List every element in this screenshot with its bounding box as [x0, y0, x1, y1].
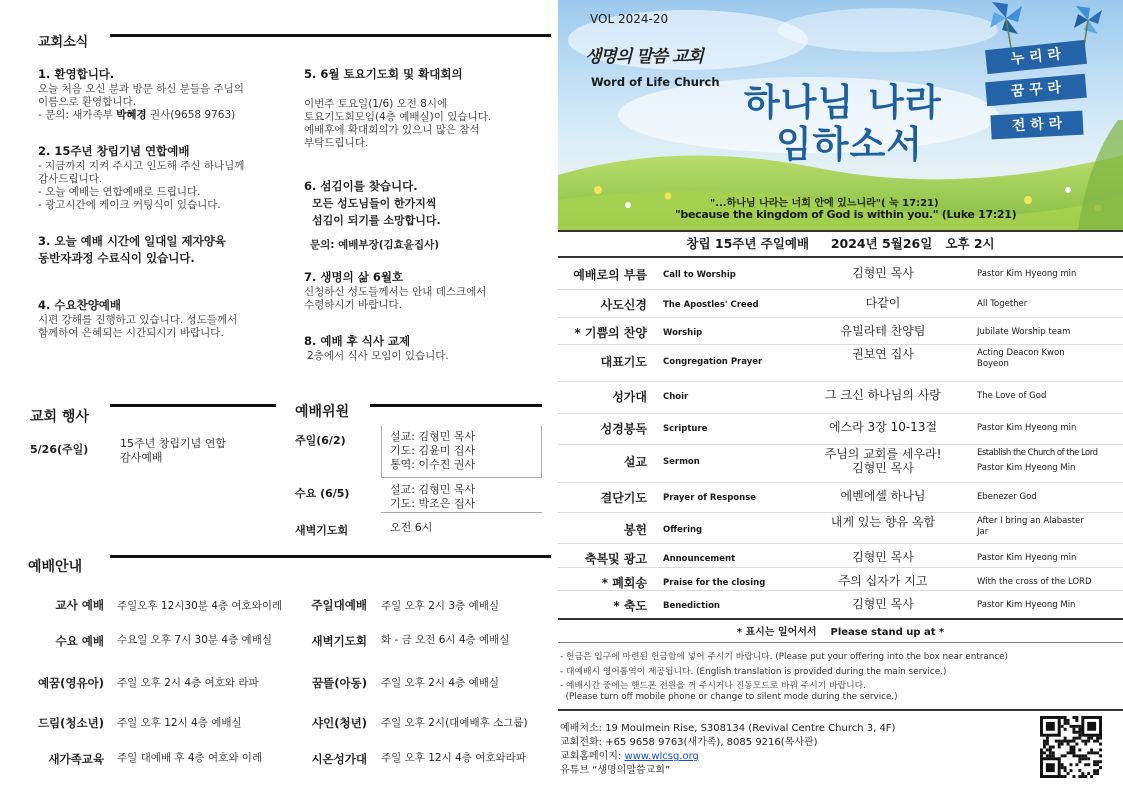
- svc-left-label-2: 수요 예배: [55, 634, 104, 648]
- order-item-ko: * 폐회송: [601, 576, 647, 590]
- volume-label: VOL 2024-20: [590, 12, 669, 26]
- order-item-ko: 설교: [623, 455, 647, 469]
- svc-left-label-3: 예꿈(영유아): [37, 676, 104, 690]
- order-item-english: With the cross of the LORD: [977, 577, 1092, 587]
- order-item-english: Jubilate Worship team: [977, 327, 1071, 337]
- order-row-divider: [558, 567, 1123, 568]
- cover-banner: [558, 0, 1123, 230]
- headline-line-2: 임하소서: [776, 123, 923, 166]
- order-item-leader: 다같이: [865, 296, 901, 310]
- duty-divider: [381, 512, 542, 513]
- svc-right-label-4: 샤인(청년): [312, 716, 367, 730]
- order-item-english: Pastor Kim Hyeong min: [977, 423, 1077, 433]
- order-row-divider: [558, 482, 1123, 483]
- order-item-ko: 성경봉독: [600, 422, 647, 436]
- order-row-divider: [558, 344, 1123, 345]
- order-item-en: Prayer of Response: [663, 493, 757, 503]
- order-row: [558, 417, 1123, 441]
- services-title: 예배안내: [28, 559, 83, 575]
- duty-sunday-line-2: 기도: 김윤미 집사: [390, 444, 476, 457]
- order-item-en: Worship: [663, 328, 703, 338]
- order-item-en: Announcement: [663, 554, 736, 564]
- order-row-divider: [558, 317, 1123, 318]
- order-row-divider: [558, 543, 1123, 544]
- order-item-leader: 김형민 목사: [852, 597, 914, 611]
- order-item-ko: 축복및 광고: [584, 552, 647, 566]
- order-item-ko: 예배로의 부름: [573, 268, 647, 282]
- order-row-divider: [558, 590, 1123, 591]
- order-item-ko: * 축도: [613, 599, 647, 613]
- duty-sunday-line-1: 설교: 김형민 목사: [390, 430, 476, 443]
- order-item-english: The Love of God: [977, 391, 1047, 401]
- order-item-ko: 결단기도: [600, 491, 647, 505]
- note-4: (Please turn off mobile phone or change to silent mode during the service.): [560, 692, 898, 702]
- order-item-ko: 대표기도: [600, 355, 647, 369]
- order-item-en: Scripture: [663, 424, 708, 434]
- svc-right-text-3: 주일 오후 2시 4층 예배실: [381, 677, 499, 689]
- qr-code-icon[interactable]: [1040, 716, 1102, 778]
- order-row: [558, 594, 1123, 618]
- order-item-leader: 권보연 집사: [852, 347, 914, 361]
- svc-left-text-2: 수요일 오후 7시 30분 4층 예배실: [117, 634, 272, 646]
- order-item-en: Praise for the closing: [663, 578, 766, 588]
- verse-en: "because the kingdom of God is within you." (Luke 17:21): [675, 208, 1017, 221]
- order-row-divider: [558, 381, 1123, 382]
- order-item-en: Offering: [663, 525, 703, 535]
- order-item-en: Call to Worship: [663, 270, 736, 280]
- order-item-ko: 봉헌: [623, 523, 647, 537]
- order-row: [558, 516, 1123, 540]
- svc-left-label-1: 교사 예배: [55, 598, 104, 612]
- duty-label-dawn: 새벽기도회: [295, 524, 349, 537]
- order-row: [558, 385, 1123, 409]
- contact-address: 예배처소: 19 Moulmein Rise, S308134 (Revival Centre Church 3, 4F): [560, 723, 896, 734]
- order-top-rule: [558, 230, 1123, 232]
- order-item-english: Pastor Kim Hyeong Min: [977, 600, 1076, 610]
- order-row: [558, 571, 1123, 595]
- church-name-en: Word of Life Church: [591, 75, 720, 89]
- note-2: - 대예배시 영어통역이 제공됩니다. (English translation is provided during the main service.): [560, 667, 947, 677]
- order-item-english: Ebenezer God: [977, 492, 1037, 502]
- services-rule: [110, 555, 551, 558]
- duty-rule: [370, 404, 542, 407]
- verse-ko: "...하나님 나라는 너희 안에 있느니라"( 눅 17:21): [710, 198, 939, 209]
- svc-left-text-1: 주일오후 12시30분 4층 여호와이레: [117, 600, 283, 612]
- order-item-english: Pastor Kim Hyeong min: [977, 553, 1077, 563]
- notice-2: 2. 15주년 창립기념 연합예배 - 지금까지 지켜 주시고 인도해 주신 하나님께 감사드립니다. - 오늘 예배는 연합예배로 드립니다. - 광고시간에 케이크 커팅식이 있습니다.: [38, 144, 245, 211]
- svc-left-label-4: 드림(청소년): [37, 716, 104, 730]
- svc-right-text-5: 주일 오후 12시 4층 여호와라파: [381, 752, 526, 764]
- svc-right-text-4: 주일 오후 2시(대예배후 소그룹): [381, 717, 528, 729]
- order-row: [558, 486, 1123, 510]
- note-1: - 헌금은 입구에 마련된 헌금함에 넣어 주시기 바랍니다. (Please put your offering into the box near entrance): [560, 652, 1008, 662]
- duty-wed-line-2: 기도: 박조은 집사: [390, 497, 476, 510]
- notice-5: 5. 6월 토요기도회 및 확대회의 이번주 토요일(1/6) 오전 8시에 토요기도회모임(4층 예배실)이 있습니다. 예배후에 확대회의가 있으니 많은 참석 부탁드립니다.: [304, 67, 492, 149]
- order-item-en: The Apostles' Creed: [663, 300, 759, 310]
- order-row-divider: [558, 444, 1123, 445]
- notice-8: 8. 예배 후 식사 교제 2층에서 식사 모임이 있습니다.: [304, 334, 449, 362]
- order-item-english: Acting Deacon Kwon: [977, 348, 1065, 358]
- note-3: - 예배시간 중에는 핸드폰 전원을 꺼 주시거나 진동모드로 바꿔 주시기 바랍니다.: [560, 681, 866, 691]
- notice-3: 3. 오늘 예배 시간에 일대일 제자양육 동반자과정 수료식이 있습니다.: [38, 234, 226, 265]
- church-name-ko: 생명의 말씀 교회: [585, 47, 703, 67]
- order-item-leader: 주의 십자가 지고: [838, 574, 928, 588]
- order-item-leader-2: 김형민 목사: [852, 461, 914, 475]
- order-item-leader: 에스라 3장 10-13절: [828, 420, 938, 434]
- order-item-english-2: Pastor Kim Hyeong Min: [977, 463, 1076, 473]
- svc-right-text-2: 화 - 금 오전 6시 4층 예배실: [381, 634, 510, 646]
- events-rule: [110, 404, 276, 407]
- notice-4: 4. 수요찬양예배 시편 강해를 진행하고 있습니다. 성도들께서 함께하여 은혜되는 시간되시기 바랍니다.: [38, 298, 238, 339]
- contact-rule: [558, 709, 1123, 711]
- notice-1: 1. 환영합니다. 오늘 처음 오신 분과 방문 하신 분들을 주님의 이름으로 환영합니다. - 문의: 새가족부 박혜경 권사(9658 9763): [38, 67, 244, 121]
- order-header: 창립 15주년 주일예배 2024년 5월26일 오후 2시: [686, 236, 995, 251]
- order-item-english-2: Boyeon: [977, 359, 1009, 369]
- news-title: 교회소식: [38, 35, 89, 50]
- duty-label-sunday: 주일(6/2): [295, 434, 346, 447]
- order-item-leader: 주님의 교회를 세우라!: [824, 447, 942, 461]
- contact-phone: 교회전화: +65 9658 9763(새가족), 8085 9216(목사관): [560, 737, 818, 748]
- notice-6: 6. 섬김이를 찾습니다. 모든 성도님들이 한가지씩 섬김이 되기를 소망합니다. 문의: 예배부장(김효윤집사): [304, 179, 441, 251]
- order-item-leader: 김형민 목사: [852, 266, 914, 280]
- badge-3: 전 하 라: [990, 111, 1083, 140]
- contact-youtube: 유튜브 “생명의말씀교회”: [560, 765, 671, 776]
- svc-right-label-5: 시온성가대: [311, 752, 367, 766]
- duty-title: 예배위원: [295, 404, 350, 420]
- order-row: [558, 293, 1123, 317]
- news-rule: [110, 34, 551, 37]
- badge-1: 누 리 라: [985, 40, 1087, 74]
- order-item-english: Pastor Kim Hyeong min: [977, 269, 1077, 279]
- order-row: [558, 447, 1123, 475]
- order-item-en: Sermon: [663, 457, 700, 467]
- order-row: [558, 348, 1123, 372]
- stand-note: * 표시는 일어서서 Please stand up at *: [736, 627, 945, 638]
- order-item-ko: 사도신경: [600, 298, 647, 312]
- duty-dawn-line-1: 오전 6시: [390, 521, 433, 534]
- order-item-en: Congregation Prayer: [663, 357, 763, 367]
- headline-line-1: 하나님 나라: [744, 81, 942, 124]
- order-header-rule: [558, 256, 1123, 258]
- duty-sunday-line-3: 통역: 이수진 권사: [390, 458, 476, 471]
- order-item-english: Establish the Church of the Lord: [977, 448, 1098, 458]
- order-item-en: Choir: [663, 392, 689, 402]
- order-item-leader: 내게 있는 향유 옥합: [830, 515, 936, 529]
- badge-2: 꿈 꾸 라: [985, 74, 1087, 107]
- notice-7: 7. 생명의 삶 6월호 신청하신 성도들께서는 안내 데스크에서 수령하시기 바랍니다.: [304, 270, 487, 311]
- order-row: [558, 321, 1123, 345]
- events-title: 교회 행사: [30, 409, 89, 425]
- order-item-leader: 유빌라테 찬양팀: [840, 324, 926, 338]
- order-item-leader: 에벤에셀 하나님: [840, 489, 926, 503]
- order-item-english: All Together: [977, 299, 1028, 309]
- order-item-en: Benediction: [663, 601, 720, 611]
- order-row: [558, 263, 1123, 287]
- order-row-divider: [558, 512, 1123, 513]
- order-item-english-2: Jar: [977, 527, 989, 537]
- svc-right-label-3: 꿈뜰(아동): [312, 676, 367, 690]
- svc-left-text-3: 주일 오후 2시 4층 여호와 라파: [117, 677, 259, 689]
- event-line-2: 감사예배: [120, 451, 163, 464]
- order-bottom-rule: [558, 618, 1123, 620]
- svc-left-text-5: 주일 대예배 후 4층 여호와 이레: [117, 752, 263, 764]
- order-row-divider: [558, 289, 1123, 290]
- svc-left-label-5: 새가족교육: [48, 752, 104, 766]
- order-item-leader: 김형민 목사: [852, 550, 914, 564]
- order-item-ko: * 기쁨의 찬양: [574, 326, 647, 340]
- order-item-english: After I bring an Alabaster: [977, 516, 1084, 526]
- duty-label-wednesday: 수요 (6/5): [295, 487, 350, 500]
- event-date: 5/26(주일): [30, 443, 89, 456]
- order-item-ko: 성가대: [612, 390, 647, 404]
- notes-rule: [558, 642, 1123, 643]
- svc-right-text-1: 주일 오후 2시 3층 예배실: [381, 600, 499, 612]
- svc-left-text-4: 주일 오후 12시 4층 예배실: [117, 717, 242, 729]
- order-item-leader: 그 크신 하나님의 사랑: [825, 388, 941, 402]
- website-link[interactable]: www.wlcsg.org: [624, 751, 699, 762]
- order-row-divider: [558, 413, 1123, 414]
- event-line-1: 15주년 창립기념 연합: [120, 437, 226, 450]
- svc-right-label-2: 새벽기도회: [311, 634, 367, 648]
- contact-web: 교회홈페이지: www.wlcsg.org: [560, 751, 699, 762]
- duty-wed-line-1: 설교: 김형민 목사: [390, 483, 476, 496]
- svc-right-label-1: 주일대예배: [311, 598, 367, 612]
